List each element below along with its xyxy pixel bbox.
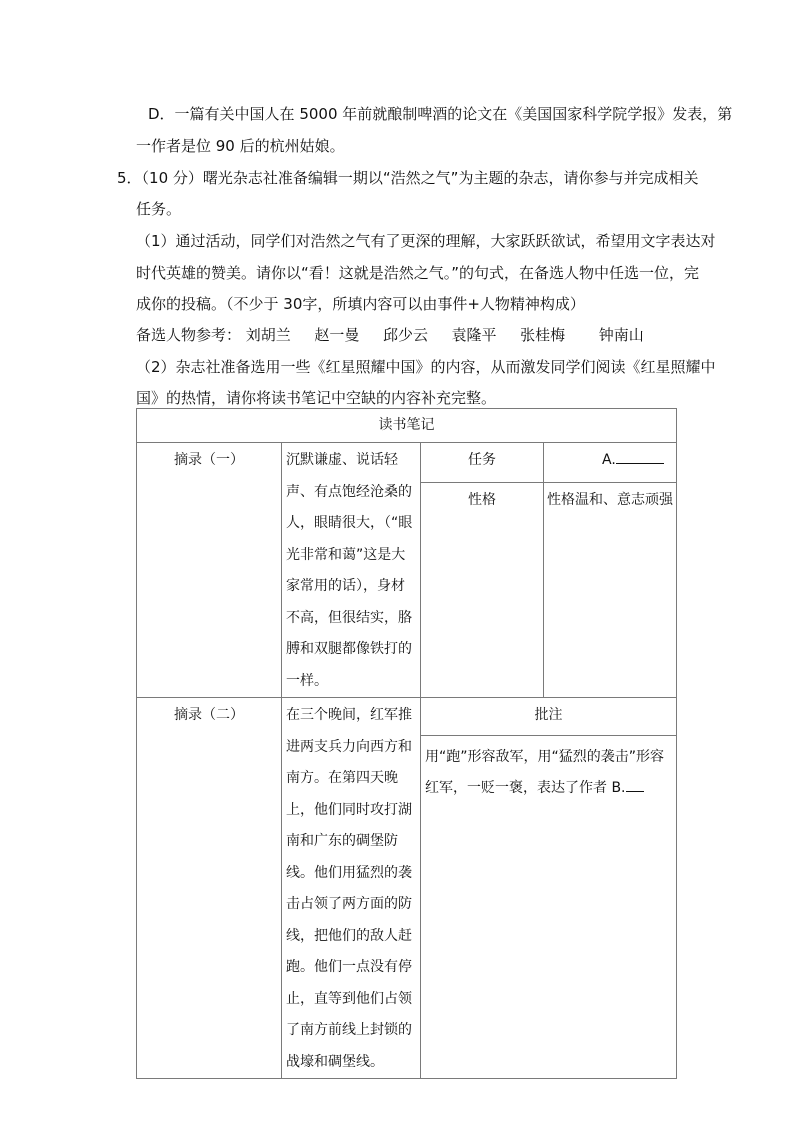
q5-sub1-line3: 成你的投稿。（不少于 30字，所填内容可以由事件+人物精神构成） [136, 295, 585, 313]
reading-notes-table [136, 408, 677, 1079]
q5-sub2-line2: 国》的热情，请你将读书笔记中空缺的内容补充完整。 [136, 389, 497, 407]
note-part1: 用“跑”形容敌军，用“ [425, 749, 559, 766]
candidate-6: 钟南山 [598, 326, 644, 344]
q5-sub1-line1: （1）通过活动，同学们对浩然之气有了更深的理解，大家跃跃欲试，希望用文字表达对 [136, 232, 716, 250]
note-part2: ”形容红军，一贬一褒，表达了作者 B. [425, 749, 665, 797]
candidate-5: 张桂梅 [520, 326, 566, 344]
q5-sub1-line2: 时代英雄的赞美。请你以“看！这就是浩然之气。”的句式，在备选人物中任选一位，完 [136, 264, 700, 282]
row1-excerpt-cell [282, 443, 421, 698]
blank-a[interactable] [616, 449, 664, 464]
blank-a-label: A. [602, 452, 616, 468]
row1-label: 摘录（一） [137, 443, 282, 698]
candidates-row [136, 325, 644, 345]
row1-key-character: 性格 [421, 482, 544, 697]
row1-key-task: 任务 [421, 443, 544, 483]
row2-excerpt-cell [282, 698, 421, 1079]
row2-note-header: 批注 [421, 698, 677, 736]
row2-note-cell [421, 736, 677, 1079]
row2-note [421, 736, 676, 804]
row1-excerpt: 沉默谦虚、说话轻声、有点饱经沧桑的人，眼睛很大，（“眼光非常和蔼”这是大家常用的话），身材不高，但很结实，胳膊和双腿都像铁打的一样。 [286, 452, 413, 689]
candidates-label: 备选人物参考： [136, 326, 242, 344]
option-d-line1: D．一篇有关中国人在 5000 年前就酿制啤酒的论文在《美国国家科学院学报》发表，第 [148, 105, 733, 123]
row2-label: 摘录（二） [137, 698, 282, 1079]
q5-stem-line2: 任务。 [136, 200, 182, 218]
q5-sub2-line1: （2）杂志社准备选用一些《红星照耀中国》的内容，从而激发同学们阅读《红星照耀中 [136, 358, 716, 376]
candidate-4: 袁隆平 [451, 326, 497, 344]
candidate-2: 赵一曼 [314, 326, 360, 344]
candidate-3: 邱少云 [382, 326, 428, 344]
row2-excerpt: 在三个晚间，红军推进两支兵力向西方和南方。在第四天晚上，他们同时攻打湖南和广东的碉堡防线。他们用猛烈的袭击占领了两方面的防线，把他们的敌人赶跑。他们一点没有停止，直等到他们占领了南方前线上封锁的战壕和碉堡线。 [286, 707, 412, 1070]
row1-value-task [544, 443, 677, 483]
q5-stem-line1: 5．（10 分）曙光杂志社准备编辑一期以“浩然之气”为主题的杂志，请你参与并完成相关 [117, 169, 699, 187]
row1-value-character: 性格温和、意志顽强 [544, 482, 677, 697]
candidate-1: 刘胡兰 [245, 326, 291, 344]
table-title: 读书笔记 [137, 409, 677, 443]
note-emph: 猛烈的袭击 [558, 749, 629, 766]
option-d-line2: 一作者是位 90 后的杭州姑娘。 [136, 137, 345, 155]
blank-b[interactable] [626, 777, 644, 792]
